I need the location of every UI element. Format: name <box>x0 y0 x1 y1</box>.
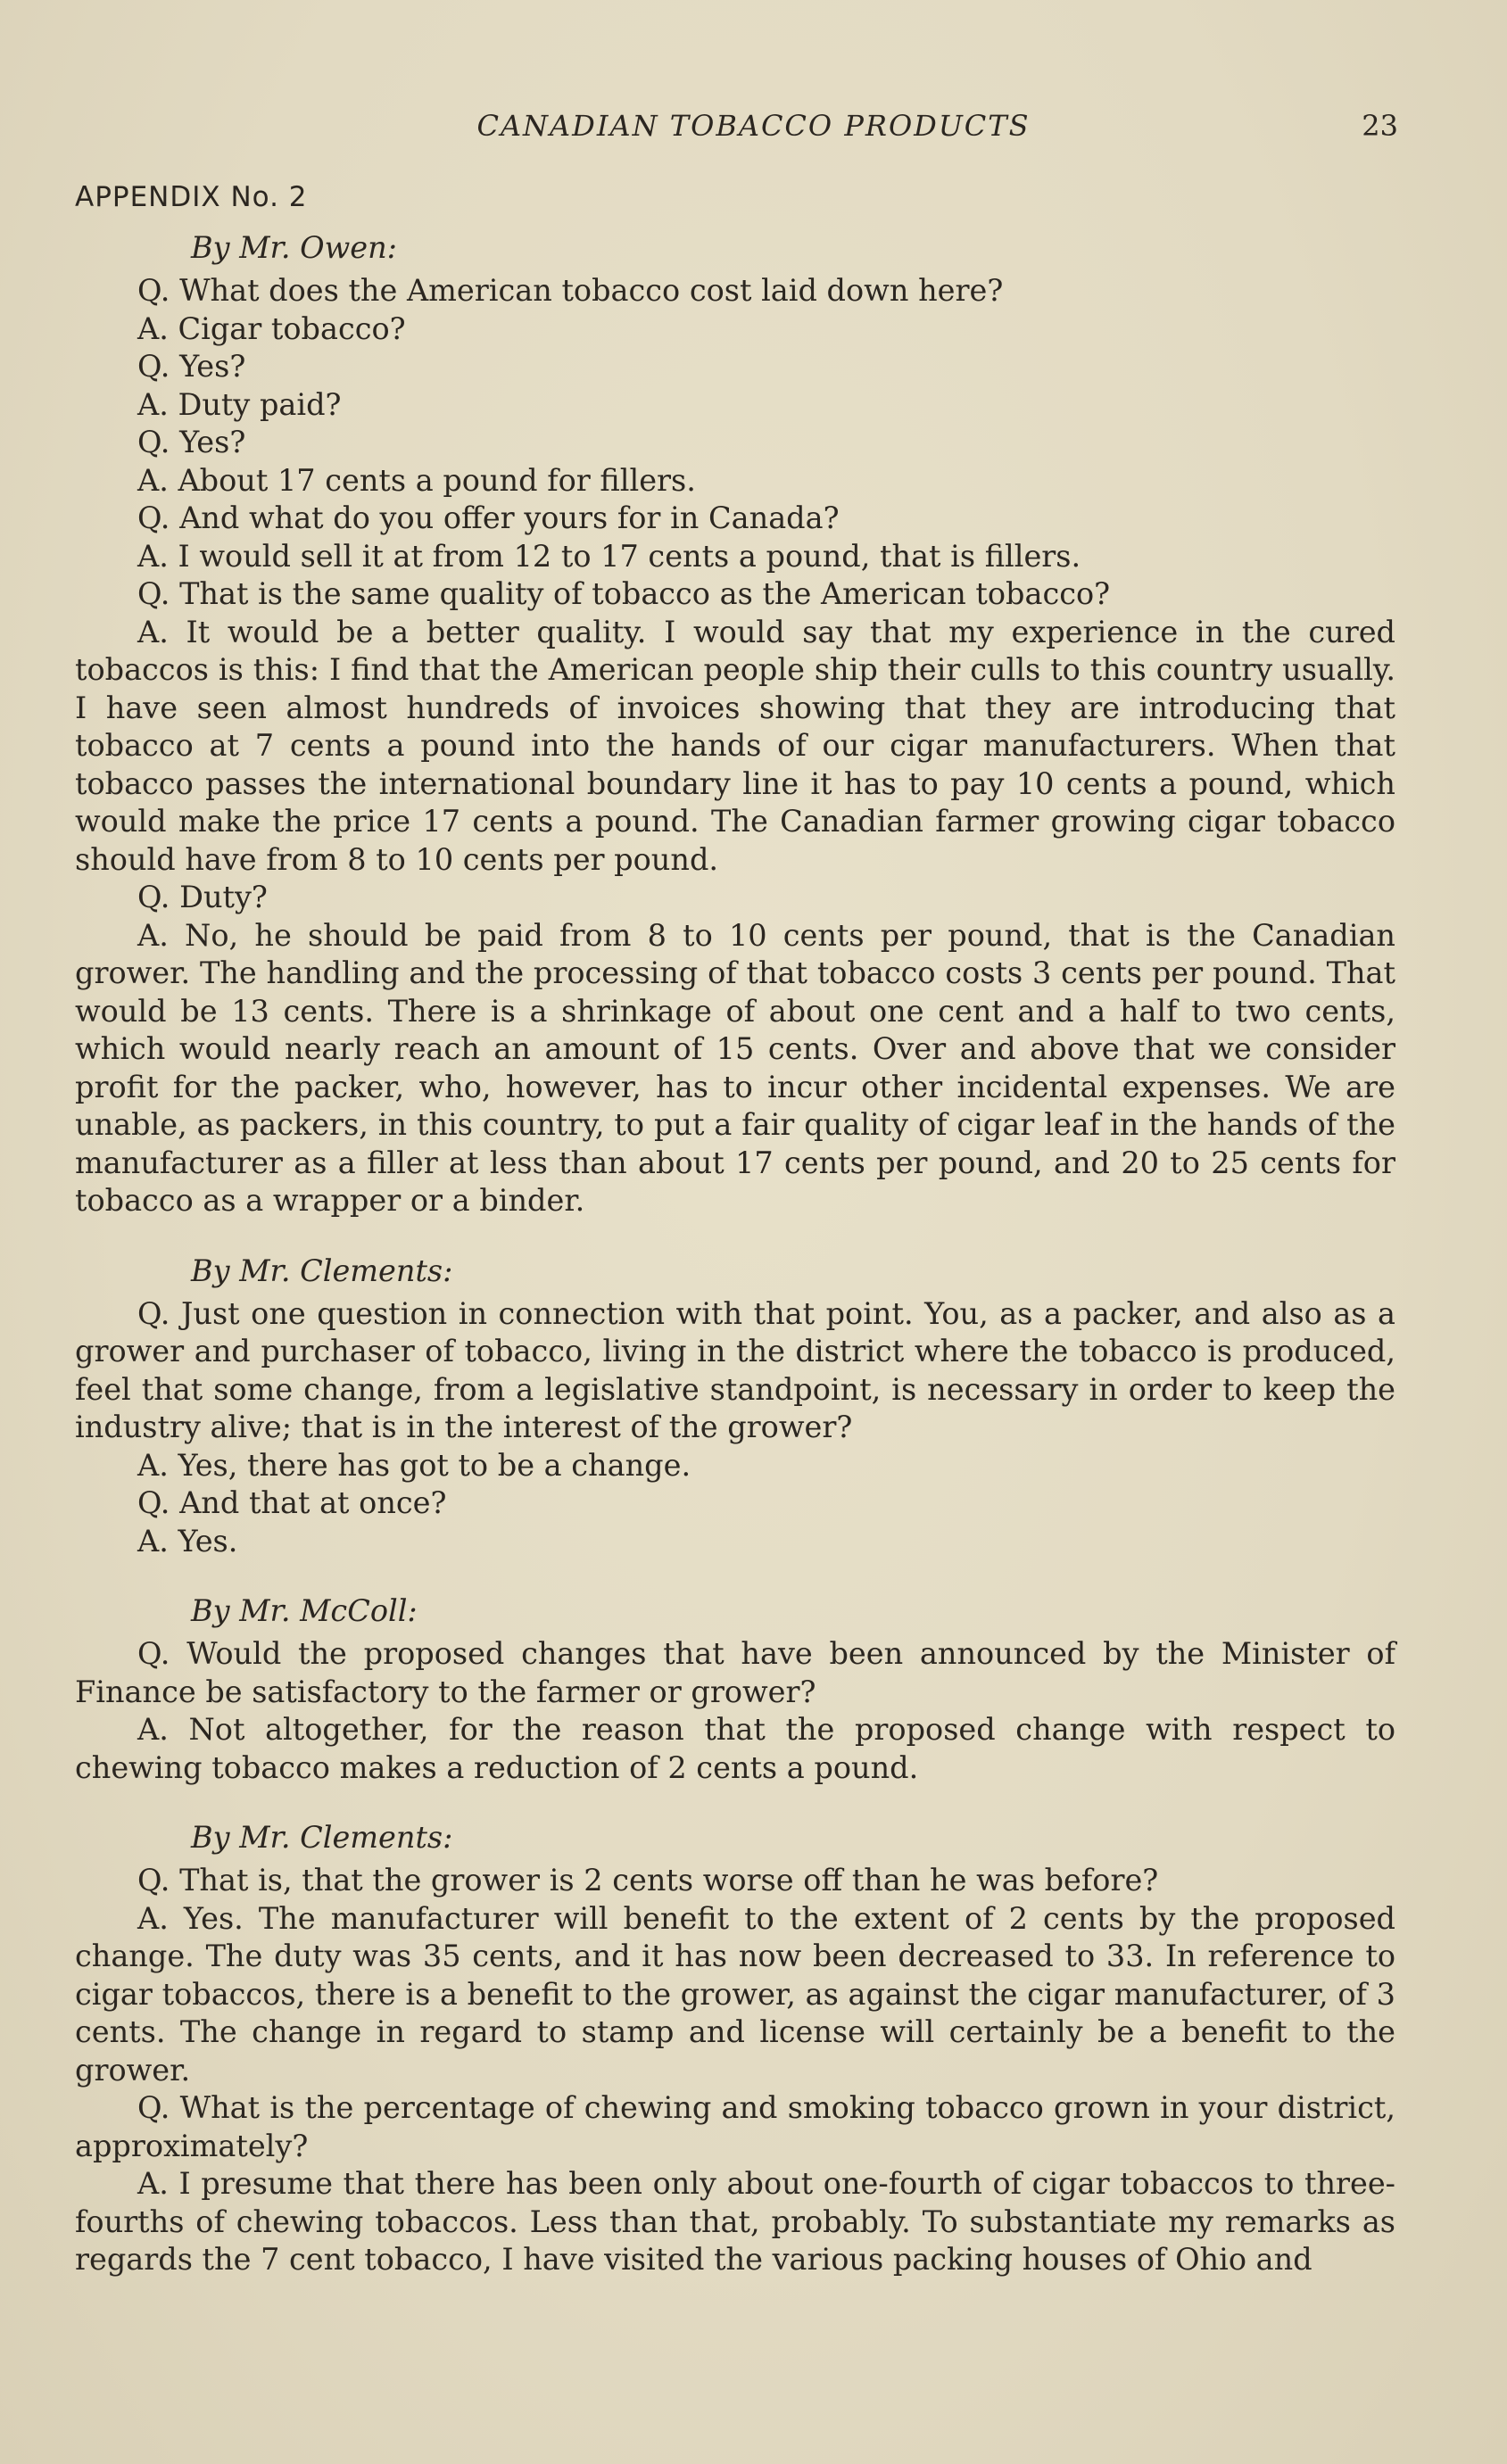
testimony-paragraph: Q. Just one question in connection with that point. You, as a packer, and also as a grower and purchaser of tobacco, living in the district where the tobacco is produced, feel that some change, from a legislative standpoint, is necessary in order to keep the industry alive; that is in the interest of the grower? <box>75 1295 1395 1444</box>
testimony-paragraph: A. No, he should be paid from 8 to 10 cents per pound, that is the Canadian grower. The handling and the processing of that tobacco costs 3 cents per pound. That would be 13 cents. There is a shrinkage of about one cent and a half to two cents, which would nearly reach an amount of 15 cents. Over and above that we consider profit for the packer, who, however, has to incur other incidental expenses. We are unable, as packers, in this country, to put a fair quality of cigar leaf in the hands of the manufacturer as a filler at less than about 17 cents per pound, and 20 to 25 cents for tobacco as a wrapper or a binder. <box>75 917 1395 1218</box>
speaker-heading: By Mr. Owen: <box>191 230 397 265</box>
speaker-heading: By Mr. Clements: <box>191 1820 453 1855</box>
running-title: CANADIAN TOBACCO PRODUCTS <box>476 109 1031 143</box>
testimony-line: Q. That is the same quality of tobacco as the American tobacco? <box>137 576 1111 611</box>
testimony-section <box>75 1251 1395 1561</box>
testimony-line: Q. Yes? <box>137 425 246 459</box>
testimony-section <box>75 1591 1395 1787</box>
testimony-paragraph: A. It would be a better quality. I would say that my experience in the cured tobaccos is this: I find that the American people ship their culls to this country usually. I have seen almost hundreds of invoices showing that they are introducing that tobacco at 7 cents a pound into the hands of our cigar manufacturers. When that tobacco passes the international boundary line it has to pay 10 cents a pound, which would make the price 17 cents a pound. The Canadian farmer growing cigar tobacco should have from 8 to 10 cents per pound. <box>75 614 1395 877</box>
speaker-heading: By Mr. McColl: <box>191 1593 418 1628</box>
testimony-paragraph: Q. What is the percentage of chewing and smoking tobacco grown in your district, approximately? <box>75 2090 1395 2163</box>
testimony-line: Q. And that at once? <box>137 1485 447 1520</box>
testimony-line: A. I would sell it at from 12 to 17 cents a pound, that is fillers. <box>137 538 1081 574</box>
testimony-paragraph: A. Yes. The manufacturer will benefit to the extent of 2 cents by the proposed change. The duty was 35 cents, and it has now been decreased to 33. In reference to cigar tobaccos, there is a benefit to the grower, as against the cigar manufacturer, of 3 cents. The change in regard to stamp and license will certainly be a benefit to the grower. <box>75 1900 1395 2088</box>
testimony-line: A. About 17 cents a pound for fillers. <box>137 462 696 498</box>
testimony-line: A. Yes. <box>137 1523 238 1559</box>
page-number: 23 <box>1362 109 1398 143</box>
testimony-line: Q. What does the American tobacco cost laid down here? <box>137 273 1004 308</box>
running-header <box>0 109 1507 153</box>
testimony-paragraph: A. I presume that there has been only about one-fourth of cigar tobaccos to three-fourths of chewing tobaccos. Less than that, probably. To substantiate my remarks as regards the 7 cent tobacco, I have visited the various packing houses of Ohio and <box>75 2166 1395 2277</box>
testimony-section <box>75 227 1395 1220</box>
testimony-line: Q. Duty? <box>137 880 268 914</box>
testimony-section <box>75 1817 1395 2279</box>
testimony-line: A. Duty paid? <box>137 386 342 422</box>
testimony-paragraph: Q. Would the proposed changes that have been announced by the Minister of Finance be satisfactory to the farmer or grower? <box>75 1636 1395 1709</box>
testimony-line: A. Cigar tobacco? <box>137 310 406 346</box>
testimony-line: Q. That is, that the grower is 2 cents worse off than he was before? <box>137 1863 1159 1898</box>
appendix-label: APPENDIX No. 2 <box>75 181 308 213</box>
testimony-paragraph: A. Not altogether, for the reason that the proposed change with respect to chewing tobacco makes a reduction of 2 cents a pound. <box>75 1712 1395 1785</box>
testimony-line: Q. And what do you offer yours for in Canada? <box>137 500 840 535</box>
speaker-heading: By Mr. Clements: <box>191 1253 453 1288</box>
testimony-body <box>75 227 1395 2279</box>
testimony-line: Q. Yes? <box>137 349 246 384</box>
testimony-line: A. Yes, there has got to be a change. <box>137 1447 691 1483</box>
